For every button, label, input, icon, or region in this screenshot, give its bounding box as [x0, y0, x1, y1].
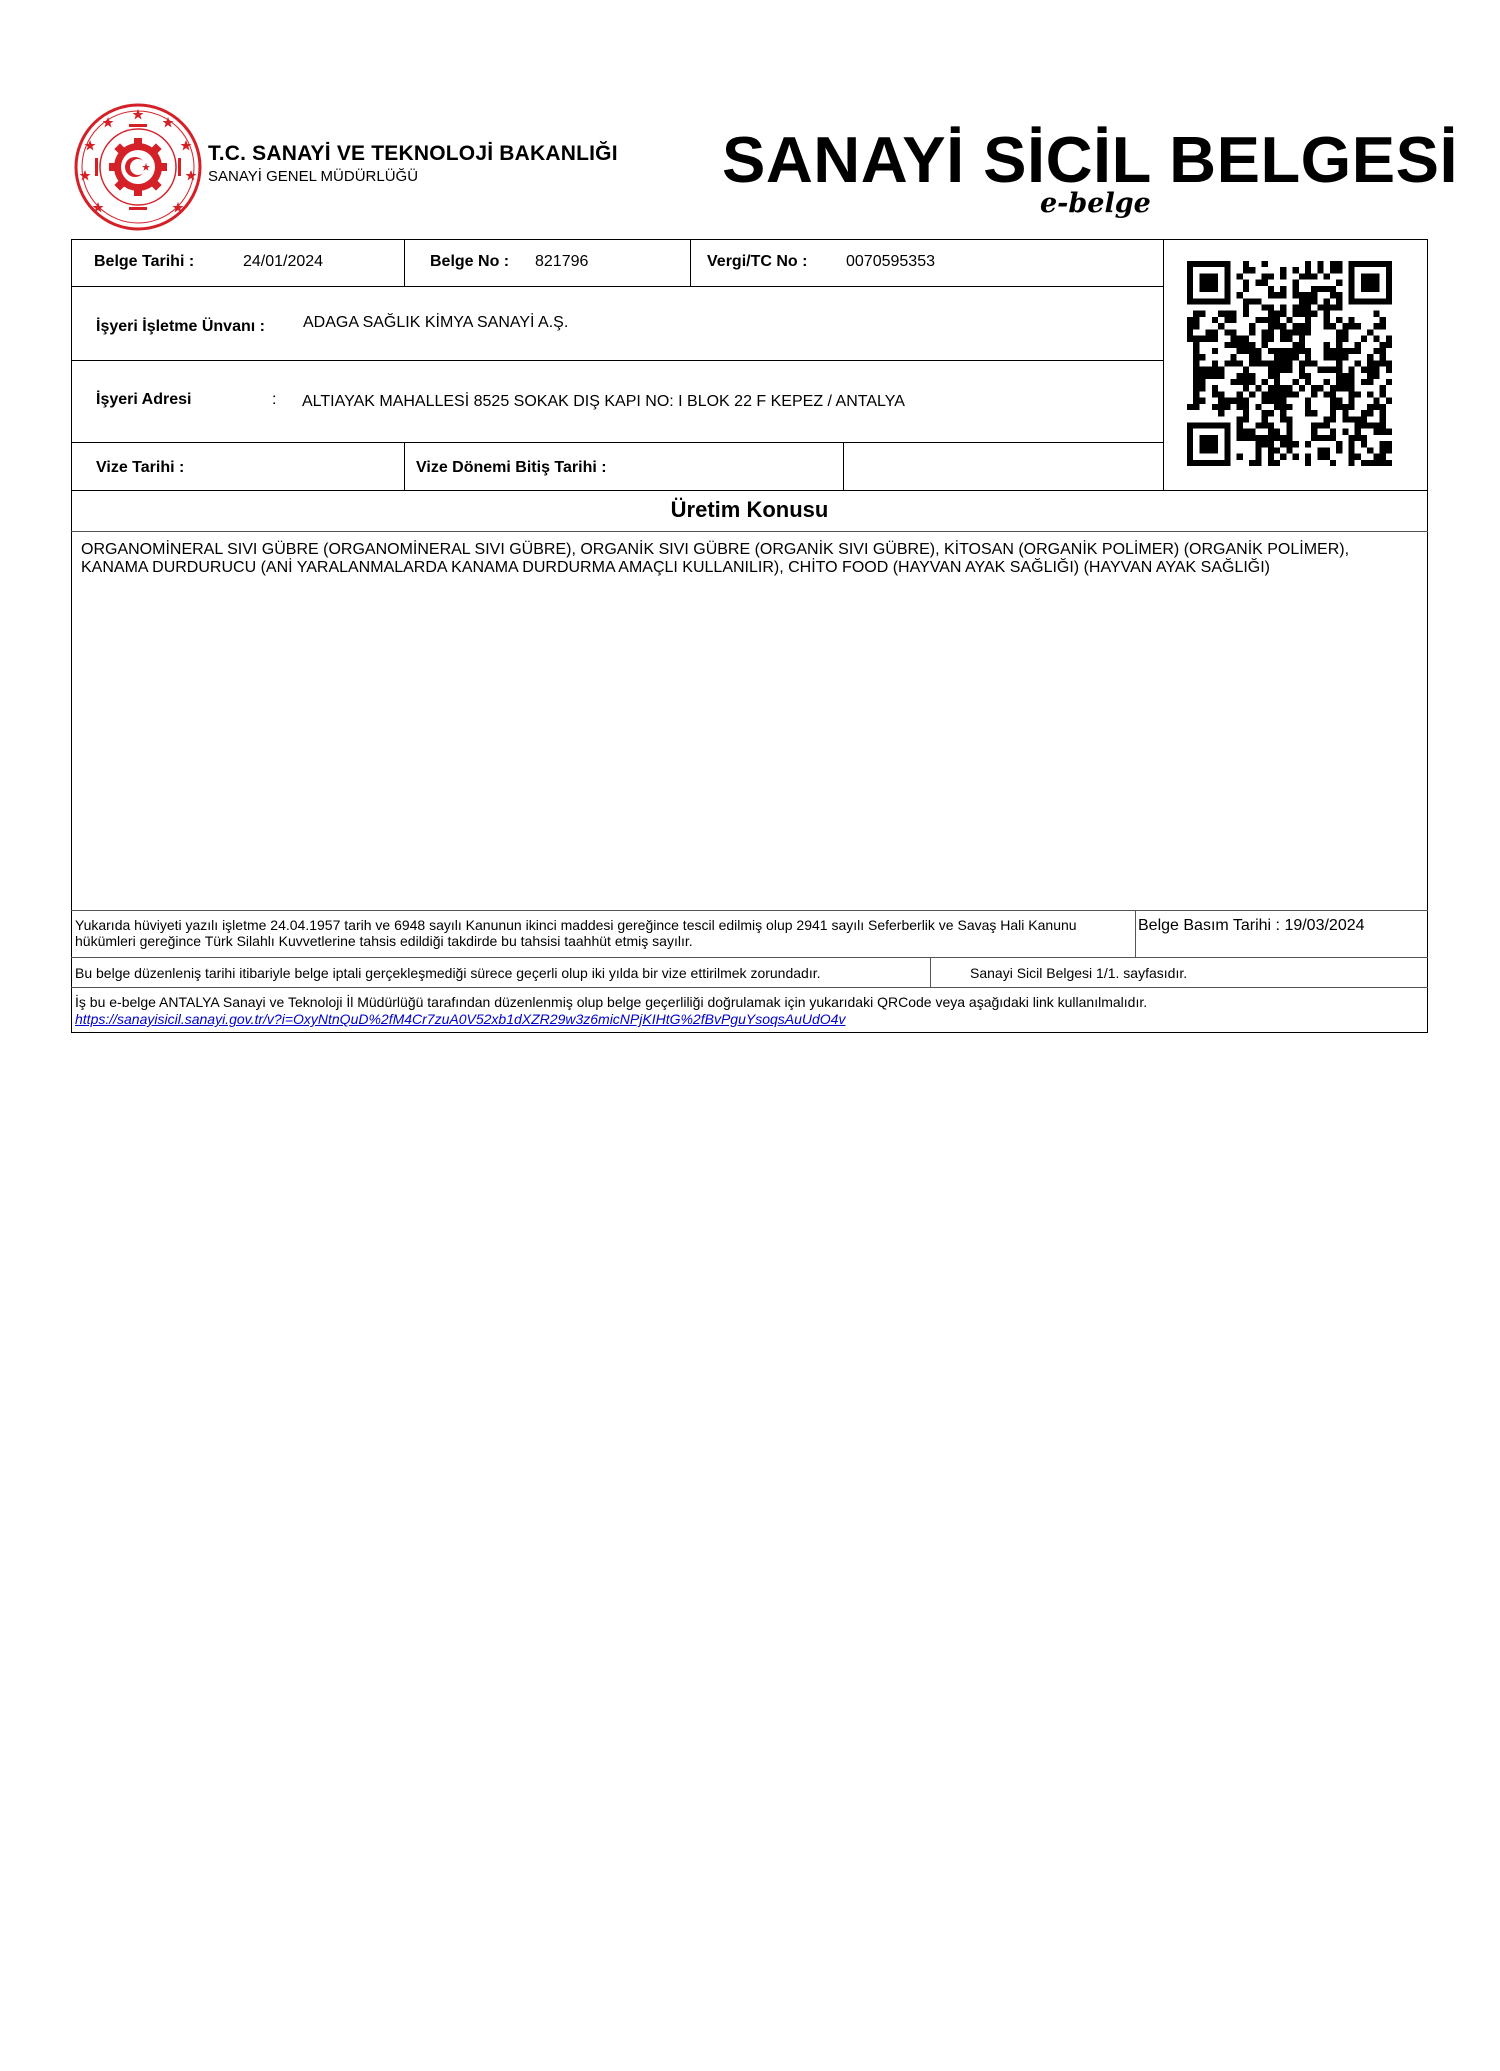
adres-label: İşyeri Adresi — [96, 391, 192, 408]
cell-divider — [930, 957, 931, 987]
vize-donemi-label: Vize Dönemi Bitiş Tarihi : — [416, 459, 607, 476]
page-info: Sanayi Sicil Belgesi 1/1. sayfasıdır. — [970, 965, 1188, 981]
adres-colon: : — [272, 391, 277, 408]
cell-divider — [690, 239, 691, 287]
row-divider — [71, 442, 1164, 443]
row-divider — [71, 987, 1428, 988]
row-divider — [71, 531, 1428, 532]
adres-value: ALTIAYAK MAHALLESİ 8525 SOKAK DIŞ KAPI NO: I BLOK 22 F KEPEZ / ANTALYA — [302, 393, 905, 410]
production-text: ORGANOMİNERAL SIVI GÜBRE (ORGANOMİNERAL SIVI GÜBRE), ORGANİK SIVI GÜBRE (ORGANİK SIVI GÜBRE), KİTOSAN (ORGANİK POLİMER) (ORGANİK POLİMER), KANAMA DURDURUCU (ANİ YARALANMALARDA KANAMA DURDURMA AMAÇLI KULLANILIR), CHİTO FOOD (HAYVAN AYAK SAĞLIĞI) (HAYVAN AYAK SAĞLIĞI) — [81, 541, 1350, 576]
ministry-seal-logo — [73, 102, 203, 232]
production-title: Üretim Konusu — [670, 497, 829, 522]
document-title: SANAYİ SİCİL BELGESİ — [722, 123, 1459, 196]
cell-divider — [843, 442, 844, 490]
registration-note: Yukarıda hüviyeti yazılı işletme 24.04.1957 tarih ve 6948 sayılı Kanunun ikinci maddesi gereğince tescil edilmiş olup 2941 sayılı Seferberlik ve Savaş Hali Kanunu hükümleri gereğince Türk Silahlı Kuvvetlerine tahsis edildiği takdirde bu tahsisi taahhüt etmiş sayılır. — [75, 917, 1077, 949]
row-divider — [71, 286, 1164, 287]
belge-tarihi-label: Belge Tarihi : — [94, 253, 195, 270]
qr-code[interactable] — [1187, 261, 1392, 466]
qr-column-divider — [1163, 239, 1164, 491]
cell-divider — [404, 442, 405, 490]
verification-note: İş bu e-belge ANTALYA Sanayi ve Teknoloji İl Müdürlüğü tarafından düzenlenmiş olup belge geçerliliği doğrulamak için yukarıdaki QRCode veya aşağıdaki link kullanılmalıdır. — [75, 994, 1148, 1010]
vergi-no-value: 0070595353 — [846, 253, 935, 270]
vize-tarihi-label: Vize Tarihi : — [96, 459, 185, 476]
belge-tarihi-value: 24/01/2024 — [243, 253, 324, 270]
row-divider — [71, 910, 1428, 911]
directorate-name: SANAYİ GENEL MÜDÜRLÜĞÜ — [208, 168, 419, 185]
row-divider — [71, 957, 1428, 958]
unvan-label: İşyeri İşletme Ünvanı : — [96, 318, 265, 335]
ministry-name: T.C. SANAYİ VE TEKNOLOJİ BAKANLIĞI — [208, 142, 618, 165]
verification-link[interactable]: https://sanayisicil.sanayi.gov.tr/v?i=OxyNtnQuD%2fM4Cr7zuA0V52xb1dXZR29w3z6micNPjKIHtG%2fBvPguYsoqsAuUdO4v — [75, 1011, 846, 1027]
document-subtitle: e-belge — [1040, 188, 1151, 219]
cell-divider — [1135, 910, 1136, 957]
print-date: Belge Basım Tarihi : 19/03/2024 — [1138, 917, 1365, 934]
belge-no-value: 821796 — [535, 253, 589, 270]
row-divider — [71, 360, 1164, 361]
vergi-no-label: Vergi/TC No : — [707, 253, 808, 270]
cell-divider — [404, 239, 405, 287]
belge-no-label: Belge No : — [430, 253, 510, 270]
row-divider — [71, 490, 1428, 491]
unvan-value: ADAGA SAĞLIK KİMYA SANAYİ A.Ş. — [303, 314, 569, 331]
validity-note: Bu belge düzenleniş tarihi itibariyle belge iptali gerçekleşmediği sürece geçerli olup iki yılda bir vize ettirilmek zorundadır. — [75, 965, 821, 981]
